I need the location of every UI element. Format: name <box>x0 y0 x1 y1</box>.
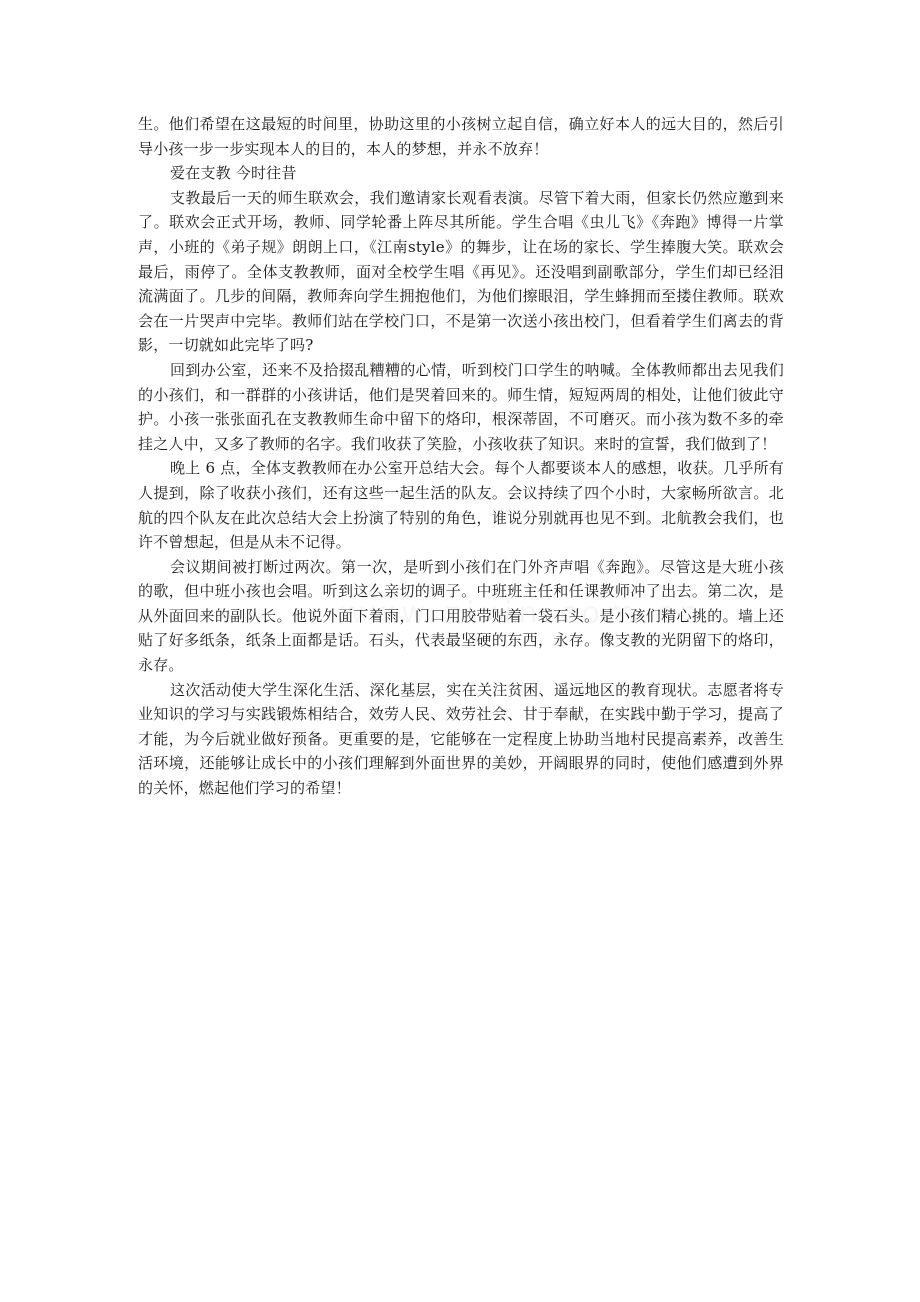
paragraph: 回到办公室，还来不及拾掇乱糟糟的心情，听到校门口学生的呐喊。全体教师都出去见我们的小孩们，和一群群的小孩讲话，他们是哭着回来的。师生情，短短两周的相处，让他们彼此守护。小孩一张张面孔在支教教师生命中留下的烙印，根深蒂固，不可磨灭。而小孩为数不多的牵挂之人中，又多了教师的名字。我们收获了笑脸，小孩收获了知识。来时的宣誓，我们做到了！ <box>138 360 784 453</box>
paragraph: 这次活动使大学生深化生活、深化基层，实在关注贫困、遥远地区的教育现状。志愿者将专业知识的学习与实践锻炼相结合，效劳人民、效劳社会、甘于奉献，在实践中勤于学习，提高了才能，为今后就业做好预备。更重要的是，它能够在一定程度上协助当地村民提高素养，改善生活环境，还能够让成长中的小孩们理解到外面世界的美妙，开阔眼界的同时，使他们感遭到外界的关怀，燃起他们学习的希望！ <box>138 680 784 798</box>
paragraph: 支教最后一天的师生联欢会，我们邀请家长观看表演。尽管下着大雨，但家长仍然应邀到来了。联欢会正式开场，教师、同学轮番上阵尽其所能。学生合唱《虫儿飞》《奔跑》博得一片掌声，小班的《弟子规》朗朗上口，《江南style》的舞步，让在场的家长、学生捧腹大笑。联欢会最后，雨停了。全体支教教师，面对全校学生唱《再见》。还没唱到副歌部分，学生们却已经泪流满面了。几步的间隔，教师奔向学生拥抱他们，为他们擦眼泪，学生蜂拥而至搂住教师。联欢会在一片哭声中完毕。教师们站在学校门口，不是第一次送小孩出校门，但看着学生们离去的背影，一切就如此完毕了吗? <box>138 188 784 355</box>
paragraph-continuation: 生。他们希望在这最短的时间里，协助这里的小孩树立起自信，确立好本人的远大目的，然后引导小孩一步一步实现本人的目的，本人的梦想，并永不放弃！ <box>138 115 784 158</box>
paragraph: 晚上 6 点，全体支教教师在办公室开总结大会。每个人都要谈本人的感想，收获。几乎所有人提到，除了收获小孩们，还有这些一起生活的队友。会议持续了四个小时，大家畅所欲言。北航的四个队友在此次总结大会上扮演了特别的角色，谁说分别就再也见不到。北航教会我们，也许不曾想起，但是从未不记得。 <box>138 459 784 552</box>
paragraph: 会议期间被打断过两次。第一次，是听到小孩们在门外齐声唱《奔跑》。尽管这是大班小孩的歌，但中班小孩也会唱。听到这么亲切的调子。中班班主任和任课教师冲了出去。第二次，是从外面回来的副队长。他说外面下着雨，门口用胶带贴着一袋石头。是小孩们精心挑的。墙上还贴了好多纸条，纸条上面都是话。石头，代表最坚硬的东西，永存。像支教的光阴留下的烙印，永存。 <box>138 557 784 675</box>
document-body <box>138 112 784 801</box>
section-heading: 爱在支教 今时往昔 <box>170 164 297 183</box>
